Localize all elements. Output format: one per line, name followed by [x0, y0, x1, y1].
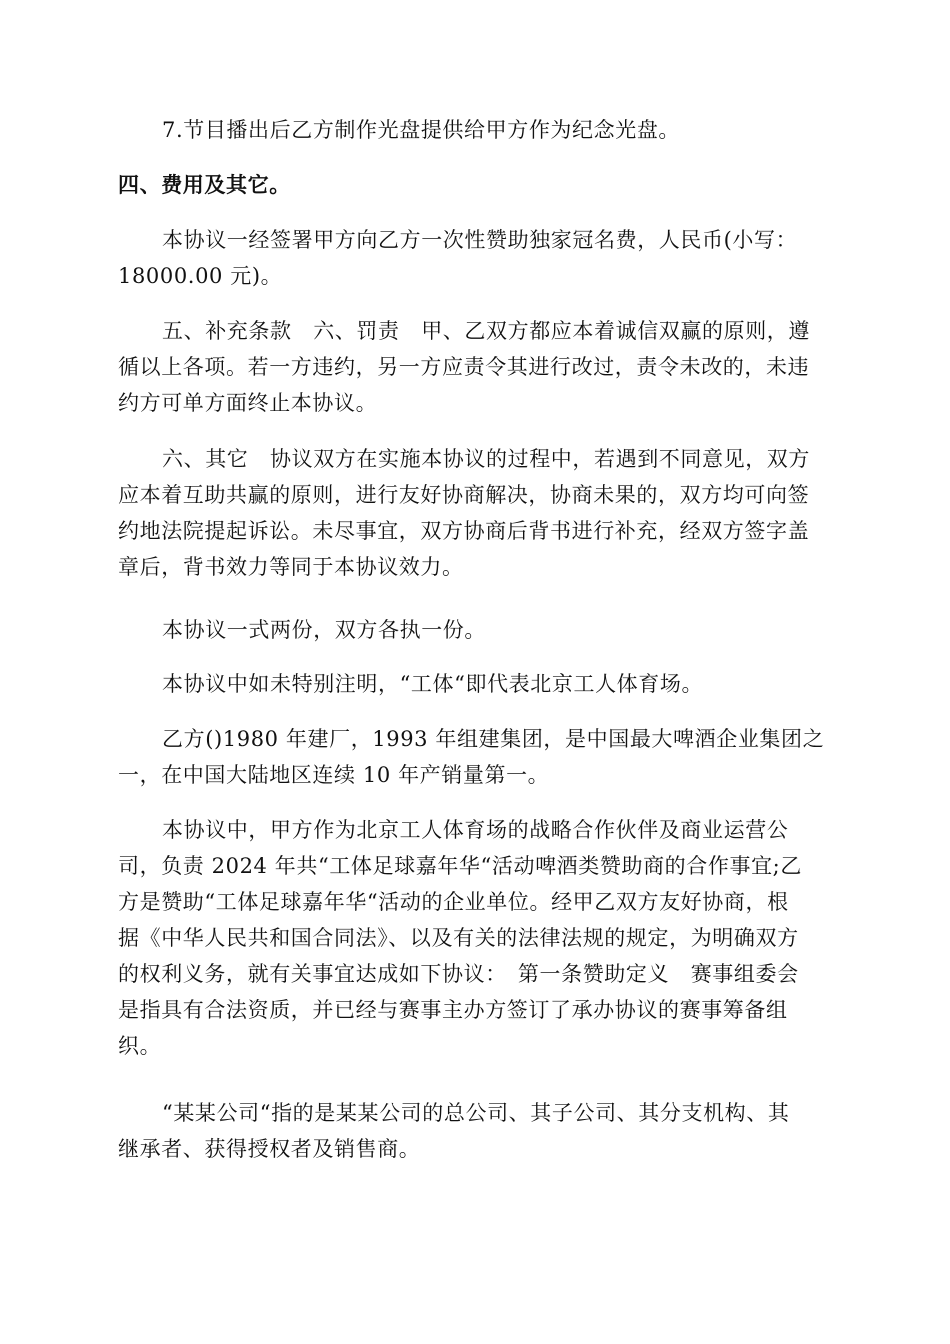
text-line: 循以上各项。若一方违约，另一方应责令其进行改过，责令未改的，未违 — [118, 355, 810, 379]
paragraph-item-7 — [118, 112, 834, 148]
paragraph-party-b — [118, 721, 834, 793]
text-line: 据《中华人民共和国合同法》、以及有关的法律法规的规定，为明确双方 — [118, 926, 799, 950]
text-line: 六、其它 协议双方在实施本协议的过程中，若遇到不同意见，双方 — [162, 447, 810, 471]
text-line: 7.节目播出后乙方制作光盘提供给甲方作为纪念光盘。 — [162, 118, 681, 142]
text-line: 18000.00 元)。 — [118, 264, 283, 288]
text-line: “某某公司“指的是某某公司的总公司、其子公司、其分支机构、其 — [162, 1101, 790, 1125]
text-line: 方是赞助“工体足球嘉年华“活动的企业单位。经甲乙双方友好协商，根 — [118, 890, 789, 914]
text-line: 是指具有合法资质，并已经与赛事主办方签订了承办协议的赛事筹备组 — [118, 998, 788, 1022]
text-line: 一，在中国大陆地区连续 10 年产销量第一。 — [118, 763, 550, 787]
paragraph-gongti-definition — [118, 666, 834, 702]
text-line: 司，负责 2024 年共“工体足球嘉年华“活动啤酒类赞助商的合作事宜;乙 — [118, 854, 802, 878]
paragraph-company-definition — [118, 1095, 834, 1167]
text-line: 织。 — [118, 1034, 162, 1058]
text-line: 本协议一式两份，双方各执一份。 — [162, 618, 486, 642]
heading-text: 四、费用及其它。 — [118, 173, 291, 197]
text-line: 应本着互助共赢的原则，进行友好协商解决，协商未果的，双方均可向签 — [118, 483, 810, 507]
text-line: 本协议中，甲方作为北京工人体育场的战略合作伙伴及商业运营公 — [162, 818, 789, 842]
paragraph-agreement — [118, 812, 834, 1064]
paragraph-copies — [118, 612, 834, 648]
paragraph-other — [118, 441, 834, 585]
text-line: 本协议中如未特别注明，“工体“即代表北京工人体育场。 — [162, 672, 704, 696]
text-line: 五、补充条款 六、罚责 甲、乙双方都应本着诚信双赢的原则，遵 — [162, 319, 810, 343]
text-line: 继承者、获得授权者及销售商。 — [118, 1137, 421, 1161]
text-line: 乙方()1980 年建厂，1993 年组建集团，是中国最大啤酒企业集团之 — [162, 727, 825, 751]
paragraph-supplementary-penalty — [118, 313, 834, 421]
text-line: 章后，背书效力等同于本协议效力。 — [118, 555, 464, 579]
text-line: 本协议一经签署甲方向乙方一次性赞助独家冠名费，人民币(小写： — [162, 228, 798, 252]
paragraph-fee — [118, 222, 834, 294]
section-heading-fees — [118, 167, 834, 203]
text-line: 约地法院提起诉讼。未尽事宜，双方协商后背书进行补充，经双方签字盖 — [118, 519, 810, 543]
text-line: 的权利义务，就有关事宜达成如下协议： 第一条赞助定义 赛事组委会 — [118, 962, 799, 986]
text-line: 约方可单方面终止本协议。 — [118, 391, 378, 415]
